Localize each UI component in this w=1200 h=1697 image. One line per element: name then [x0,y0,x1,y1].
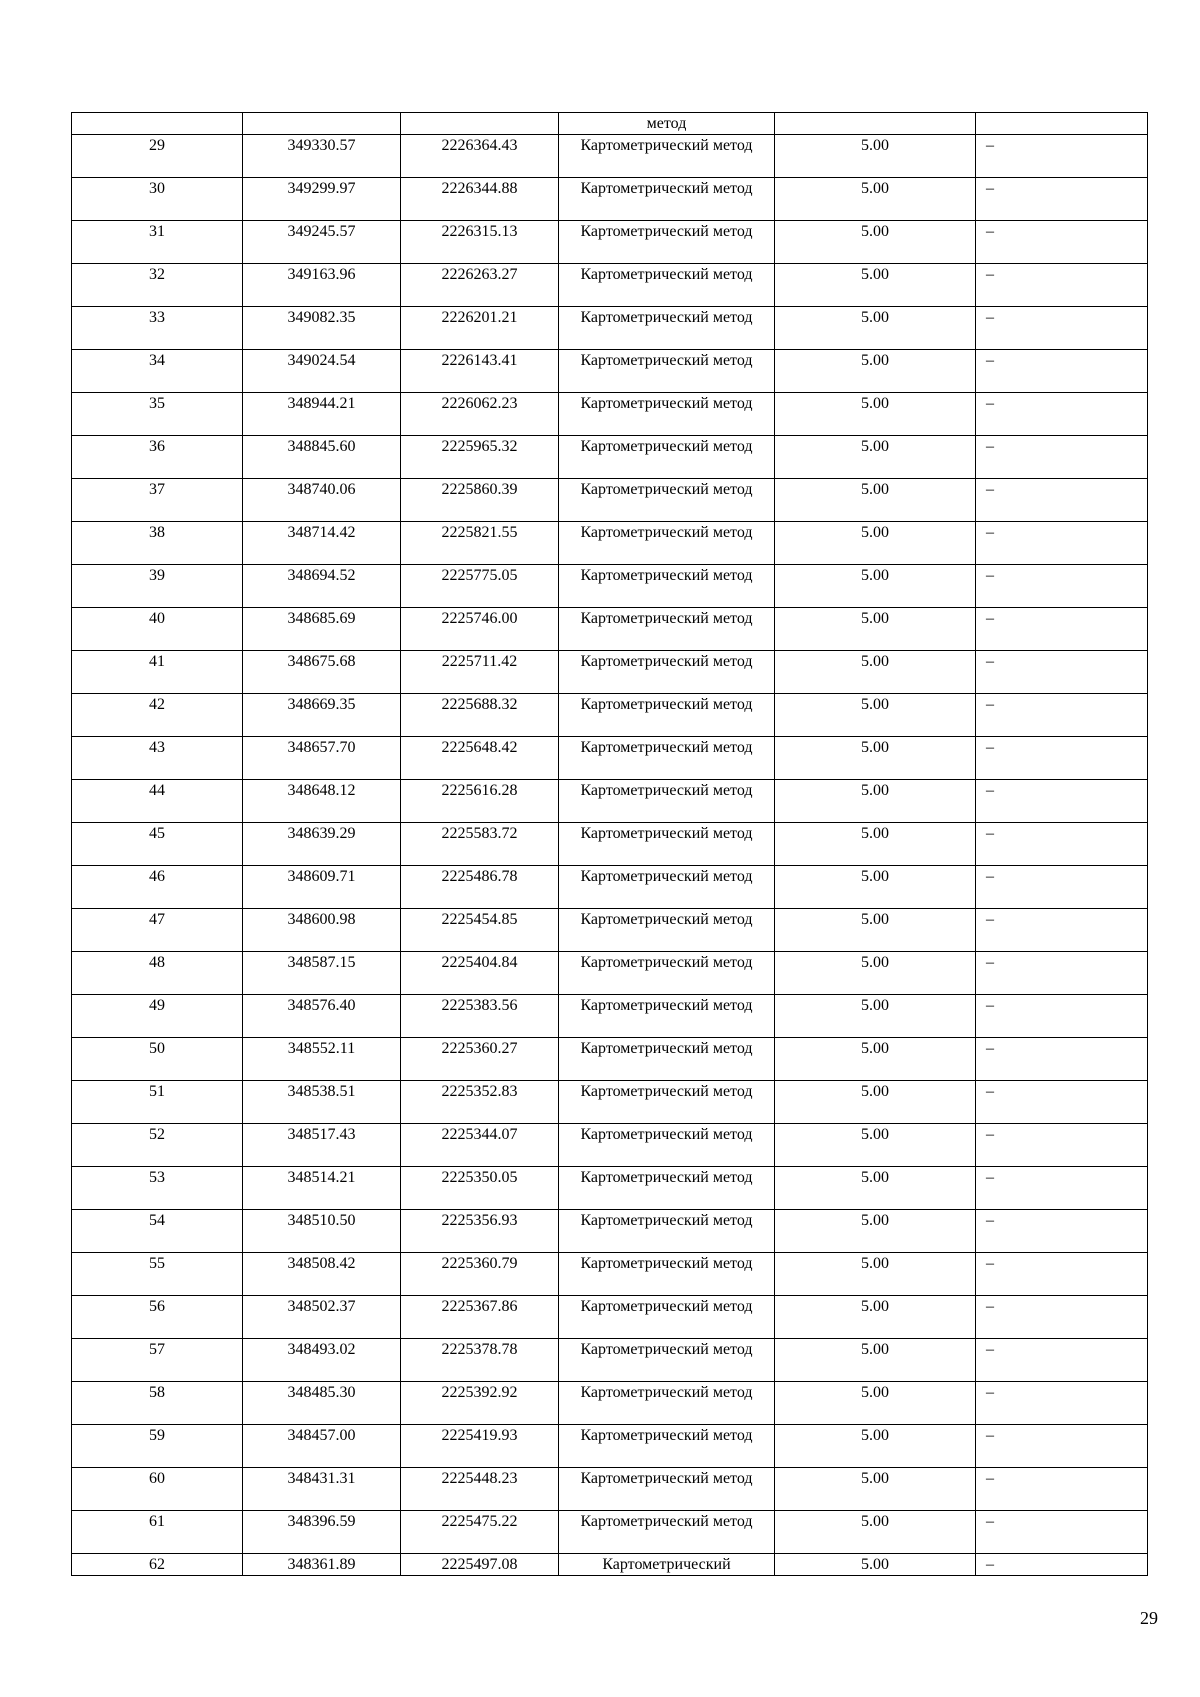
page-number: 29 [1140,1608,1158,1628]
cell-x-coordinate: 348694.52 [243,565,401,608]
cell-x-coordinate: 348609.71 [243,866,401,909]
cell-y-coordinate: 2225711.42 [401,651,559,694]
cell-point-number: 54 [72,1210,243,1253]
table-row [72,1296,1148,1339]
cell-description: – [976,393,1148,436]
cell-accuracy: 5.00 [775,694,976,737]
table-row [72,178,1148,221]
table-row [72,479,1148,522]
cell-description: – [976,479,1148,522]
cell-y-coordinate: 2226344.88 [401,178,559,221]
table-row [72,1038,1148,1081]
cell-point-number: 55 [72,1253,243,1296]
table-row [72,909,1148,952]
cell-x-coordinate: 348517.43 [243,1124,401,1167]
cell-y-coordinate: 2225746.00 [401,608,559,651]
cell-x-coordinate: 348669.35 [243,694,401,737]
cell-description: – [976,1425,1148,1468]
cell-accuracy: 5.00 [775,1425,976,1468]
cell-description: – [976,1124,1148,1167]
cell-description: – [976,565,1148,608]
table-row [72,1382,1148,1425]
table-body [72,113,1148,1576]
cell-y-coordinate: 2225965.32 [401,436,559,479]
cell-method: Картометрический метод [559,1339,775,1382]
cell-method: Картометрический метод [559,1167,775,1210]
cell-method: метод [559,113,775,135]
cell-x-coordinate: 348538.51 [243,1081,401,1124]
cell-description: – [976,909,1148,952]
cell-x-coordinate: 349163.96 [243,264,401,307]
table-row-continuation [72,113,1148,135]
cell-point-number: 47 [72,909,243,952]
cell-description: – [976,307,1148,350]
cell-x-coordinate: 348576.40 [243,995,401,1038]
cell-method: Картометрический метод [559,1382,775,1425]
table-row [72,565,1148,608]
cell-point-number: 39 [72,565,243,608]
cell-method: Картометрический метод [559,393,775,436]
cell-accuracy: 5.00 [775,1296,976,1339]
cell-method: Картометрический метод [559,952,775,995]
cell-accuracy: 5.00 [775,1339,976,1382]
cell-y-coordinate: 2225583.72 [401,823,559,866]
cell-y-coordinate: 2225419.93 [401,1425,559,1468]
cell-x-coordinate: 348600.98 [243,909,401,952]
cell-method: Картометрический метод [559,436,775,479]
cell-accuracy: 5.00 [775,1468,976,1511]
cell-method: Картометрический метод [559,737,775,780]
table-row [72,393,1148,436]
cell-point-number: 40 [72,608,243,651]
cell-x-coordinate: 348714.42 [243,522,401,565]
table-row [72,1339,1148,1382]
cell-x-coordinate: 349082.35 [243,307,401,350]
cell-x-coordinate: 348508.42 [243,1253,401,1296]
cell-method: Картометрический метод [559,522,775,565]
cell-method: Картометрический метод [559,1038,775,1081]
table-row [72,1167,1148,1210]
cell-point-number: 52 [72,1124,243,1167]
cell-method: Картометрический метод [559,350,775,393]
cell-y-coordinate: 2225404.84 [401,952,559,995]
cell-method: Картометрический метод [559,823,775,866]
cell-y-coordinate: 2226315.13 [401,221,559,264]
table-row [72,1124,1148,1167]
cell-method: Картометрический метод [559,307,775,350]
cell-accuracy: 5.00 [775,178,976,221]
cell-point-number: 49 [72,995,243,1038]
cell-accuracy: 5.00 [775,479,976,522]
cell-point-number: 45 [72,823,243,866]
table-row [72,135,1148,178]
cell-point-number: 42 [72,694,243,737]
cell-x-coordinate: 348740.06 [243,479,401,522]
cell-description: – [976,135,1148,178]
cell-method: Картометрический метод [559,221,775,264]
table-row [72,780,1148,823]
cell-description: – [976,1253,1148,1296]
cell-y-coordinate: 2225497.08 [401,1554,559,1576]
cell-x-coordinate: 348552.11 [243,1038,401,1081]
cell-y-coordinate: 2226364.43 [401,135,559,178]
cell-y-coordinate: 2225367.86 [401,1296,559,1339]
cell-description: – [976,264,1148,307]
cell-x-coordinate: 348648.12 [243,780,401,823]
cell-method: Картометрический метод [559,135,775,178]
cell-method: Картометрический метод [559,866,775,909]
cell-x-coordinate [243,113,401,135]
cell-accuracy: 5.00 [775,1038,976,1081]
cell-accuracy: 5.00 [775,651,976,694]
cell-point-number: 56 [72,1296,243,1339]
cell-y-coordinate: 2225688.32 [401,694,559,737]
cell-point-number: 61 [72,1511,243,1554]
cell-y-coordinate: 2226143.41 [401,350,559,393]
table-row [72,522,1148,565]
cell-y-coordinate: 2225821.55 [401,522,559,565]
cell-method: Картометрический метод [559,1425,775,1468]
cell-accuracy: 5.00 [775,436,976,479]
cell-accuracy: 5.00 [775,135,976,178]
cell-point-number: 62 [72,1554,243,1576]
cell-x-coordinate: 349299.97 [243,178,401,221]
table-row [72,694,1148,737]
cell-method: Картометрический метод [559,178,775,221]
cell-description: – [976,995,1148,1038]
cell-x-coordinate: 348685.69 [243,608,401,651]
cell-y-coordinate: 2225360.79 [401,1253,559,1296]
cell-accuracy: 5.00 [775,307,976,350]
cell-method: Картометрический метод [559,694,775,737]
cell-accuracy: 5.00 [775,952,976,995]
cell-x-coordinate: 348396.59 [243,1511,401,1554]
cell-point-number: 34 [72,350,243,393]
cell-x-coordinate: 349245.57 [243,221,401,264]
cell-point-number: 59 [72,1425,243,1468]
cell-description: – [976,823,1148,866]
cell-accuracy: 5.00 [775,1081,976,1124]
cell-description: – [976,1339,1148,1382]
cell-description [976,113,1148,135]
cell-description: – [976,1554,1148,1576]
cell-x-coordinate: 348493.02 [243,1339,401,1382]
table-row [72,1511,1148,1554]
cell-y-coordinate: 2225486.78 [401,866,559,909]
cell-y-coordinate: 2225344.07 [401,1124,559,1167]
cell-point-number: 33 [72,307,243,350]
cell-y-coordinate: 2225860.39 [401,479,559,522]
cell-x-coordinate: 348431.31 [243,1468,401,1511]
cell-y-coordinate: 2225378.78 [401,1339,559,1382]
cell-x-coordinate: 348639.29 [243,823,401,866]
cell-point-number: 48 [72,952,243,995]
cell-point-number: 46 [72,866,243,909]
cell-accuracy: 5.00 [775,737,976,780]
cell-y-coordinate: 2225350.05 [401,1167,559,1210]
cell-description: – [976,221,1148,264]
cell-y-coordinate: 2226263.27 [401,264,559,307]
cell-description: – [976,737,1148,780]
cell-accuracy: 5.00 [775,522,976,565]
cell-point-number: 41 [72,651,243,694]
cell-method: Картометрический метод [559,909,775,952]
cell-y-coordinate: 2225360.27 [401,1038,559,1081]
cell-x-coordinate: 348944.21 [243,393,401,436]
cell-point-number: 31 [72,221,243,264]
cell-y-coordinate: 2225454.85 [401,909,559,952]
cell-method: Картометрический метод [559,1296,775,1339]
cell-description: – [976,866,1148,909]
cell-x-coordinate: 348361.89 [243,1554,401,1576]
cell-description: – [976,608,1148,651]
cell-description: – [976,694,1148,737]
table-row [72,307,1148,350]
cell-description: – [976,1038,1148,1081]
cell-y-coordinate: 2225383.56 [401,995,559,1038]
cell-y-coordinate: 2225352.83 [401,1081,559,1124]
cell-accuracy: 5.00 [775,1167,976,1210]
cell-accuracy: 5.00 [775,866,976,909]
cell-y-coordinate: 2226201.21 [401,307,559,350]
table-row [72,436,1148,479]
cell-accuracy [775,113,976,135]
cell-x-coordinate: 348657.70 [243,737,401,780]
cell-accuracy: 5.00 [775,608,976,651]
cell-description: – [976,651,1148,694]
cell-accuracy: 5.00 [775,1382,976,1425]
cell-accuracy: 5.00 [775,565,976,608]
cell-point-number: 30 [72,178,243,221]
table-row [72,1554,1148,1576]
cell-method: Картометрический метод [559,1468,775,1511]
table-row [72,1210,1148,1253]
cell-point-number: 57 [72,1339,243,1382]
cell-description: – [976,1210,1148,1253]
cell-description: – [976,350,1148,393]
cell-method: Картометрический [559,1554,775,1576]
cell-accuracy: 5.00 [775,1210,976,1253]
cell-point-number: 51 [72,1081,243,1124]
cell-x-coordinate: 348485.30 [243,1382,401,1425]
table-row [72,1081,1148,1124]
cell-x-coordinate: 349024.54 [243,350,401,393]
cell-y-coordinate: 2225392.92 [401,1382,559,1425]
cell-description: – [976,1167,1148,1210]
cell-description: – [976,952,1148,995]
cell-method: Картометрический метод [559,780,775,823]
table-row [72,952,1148,995]
cell-description: – [976,178,1148,221]
cell-y-coordinate: 2225616.28 [401,780,559,823]
cell-point-number: 60 [72,1468,243,1511]
cell-y-coordinate: 2225475.22 [401,1511,559,1554]
table-row [72,1425,1148,1468]
cell-method: Картометрический метод [559,1081,775,1124]
cell-method: Картометрический метод [559,1210,775,1253]
cell-method: Картометрический метод [559,479,775,522]
cell-description: – [976,1511,1148,1554]
cell-accuracy: 5.00 [775,909,976,952]
cell-accuracy: 5.00 [775,1511,976,1554]
cell-accuracy: 5.00 [775,350,976,393]
cell-accuracy: 5.00 [775,1124,976,1167]
table-row [72,264,1148,307]
cell-accuracy: 5.00 [775,221,976,264]
cell-point-number: 37 [72,479,243,522]
cell-y-coordinate: 2226062.23 [401,393,559,436]
table-row [72,995,1148,1038]
cell-y-coordinate: 2225448.23 [401,1468,559,1511]
cell-point-number: 53 [72,1167,243,1210]
cell-y-coordinate: 2225775.05 [401,565,559,608]
cell-accuracy: 5.00 [775,264,976,307]
cell-method: Картометрический метод [559,565,775,608]
table-row [72,608,1148,651]
cell-method: Картометрический метод [559,995,775,1038]
cell-x-coordinate: 348510.50 [243,1210,401,1253]
cell-description: – [976,1081,1148,1124]
cell-point-number: 32 [72,264,243,307]
table-row [72,221,1148,264]
cell-y-coordinate: 2225648.42 [401,737,559,780]
cell-point-number: 50 [72,1038,243,1081]
cell-accuracy: 5.00 [775,780,976,823]
cell-accuracy: 5.00 [775,823,976,866]
cell-x-coordinate: 348514.21 [243,1167,401,1210]
coordinates-table [71,112,1148,1576]
table-row [72,866,1148,909]
cell-point-number: 29 [72,135,243,178]
table-row [72,1253,1148,1296]
cell-description: – [976,1468,1148,1511]
cell-point-number: 44 [72,780,243,823]
cell-x-coordinate: 349330.57 [243,135,401,178]
cell-y-coordinate [401,113,559,135]
cell-accuracy: 5.00 [775,995,976,1038]
cell-x-coordinate: 348587.15 [243,952,401,995]
cell-x-coordinate: 348675.68 [243,651,401,694]
cell-x-coordinate: 348845.60 [243,436,401,479]
cell-method: Картометрический метод [559,1253,775,1296]
cell-x-coordinate: 348457.00 [243,1425,401,1468]
cell-y-coordinate: 2225356.93 [401,1210,559,1253]
cell-method: Картометрический метод [559,608,775,651]
cell-method: Картометрический метод [559,1124,775,1167]
table-row [72,823,1148,866]
cell-method: Картометрический метод [559,651,775,694]
table-row [72,737,1148,780]
cell-point-number: 58 [72,1382,243,1425]
cell-description: – [976,522,1148,565]
cell-description: – [976,436,1148,479]
cell-description: – [976,1296,1148,1339]
cell-point-number: 38 [72,522,243,565]
cell-description: – [976,1382,1148,1425]
cell-method: Картометрический метод [559,1511,775,1554]
cell-point-number [72,113,243,135]
table-row [72,1468,1148,1511]
cell-accuracy: 5.00 [775,1554,976,1576]
cell-point-number: 35 [72,393,243,436]
table-row [72,350,1148,393]
cell-accuracy: 5.00 [775,1253,976,1296]
cell-x-coordinate: 348502.37 [243,1296,401,1339]
cell-description: – [976,780,1148,823]
cell-point-number: 36 [72,436,243,479]
cell-method: Картометрический метод [559,264,775,307]
cell-accuracy: 5.00 [775,393,976,436]
table-row [72,651,1148,694]
cell-point-number: 43 [72,737,243,780]
